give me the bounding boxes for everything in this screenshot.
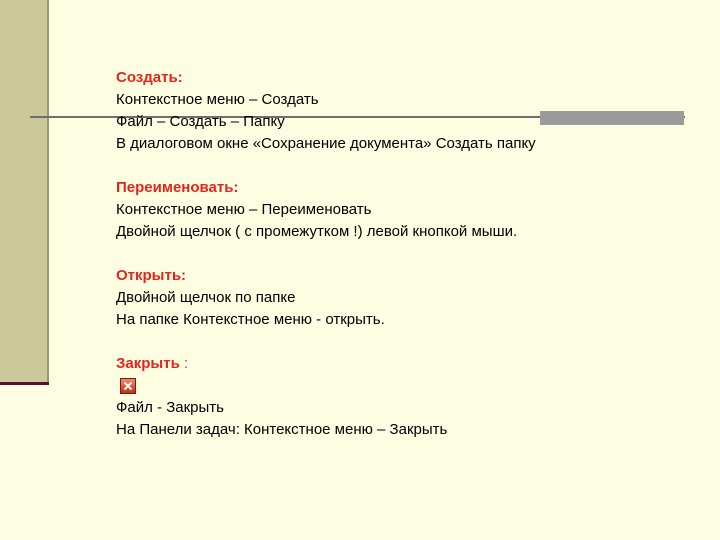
rename-line-1: Контекстное меню – Переименовать <box>116 201 372 218</box>
close-line-1: Файл - Закрыть <box>116 399 224 416</box>
close-icon <box>120 378 136 394</box>
section-title-create: Создать: <box>116 69 183 86</box>
close-line-2: На Панели задач: Контекстное меню – Закрыть <box>116 421 448 438</box>
create-line-2: Файл – Создать – Папку <box>116 113 285 130</box>
close-icon-row <box>116 375 696 397</box>
left-decor-bar <box>0 0 49 382</box>
spacer <box>116 331 696 353</box>
slide-content <box>116 67 696 441</box>
spacer <box>116 243 696 265</box>
create-line-3: В диалоговом окне «Сохранение документа» Создать папку <box>116 135 536 152</box>
left-decor-bar-shadow <box>0 382 49 385</box>
section-title-close-row <box>116 353 696 375</box>
section-title-close: Закрыть <box>116 355 180 372</box>
open-line-2: На папке Контекстное меню - открыть. <box>116 311 385 328</box>
spacer <box>116 155 696 177</box>
open-line-1: Двойной щелчок по папке <box>116 289 296 306</box>
section-title-close-suffix: : <box>179 355 189 372</box>
section-title-open: Открыть: <box>116 267 187 284</box>
section-title-rename: Переименовать: <box>116 179 239 196</box>
rename-line-2: Двойной щелчок ( с промежутком !) левой кнопкой мыши. <box>116 223 518 240</box>
create-line-1: Контекстное меню – Создать <box>116 91 319 108</box>
